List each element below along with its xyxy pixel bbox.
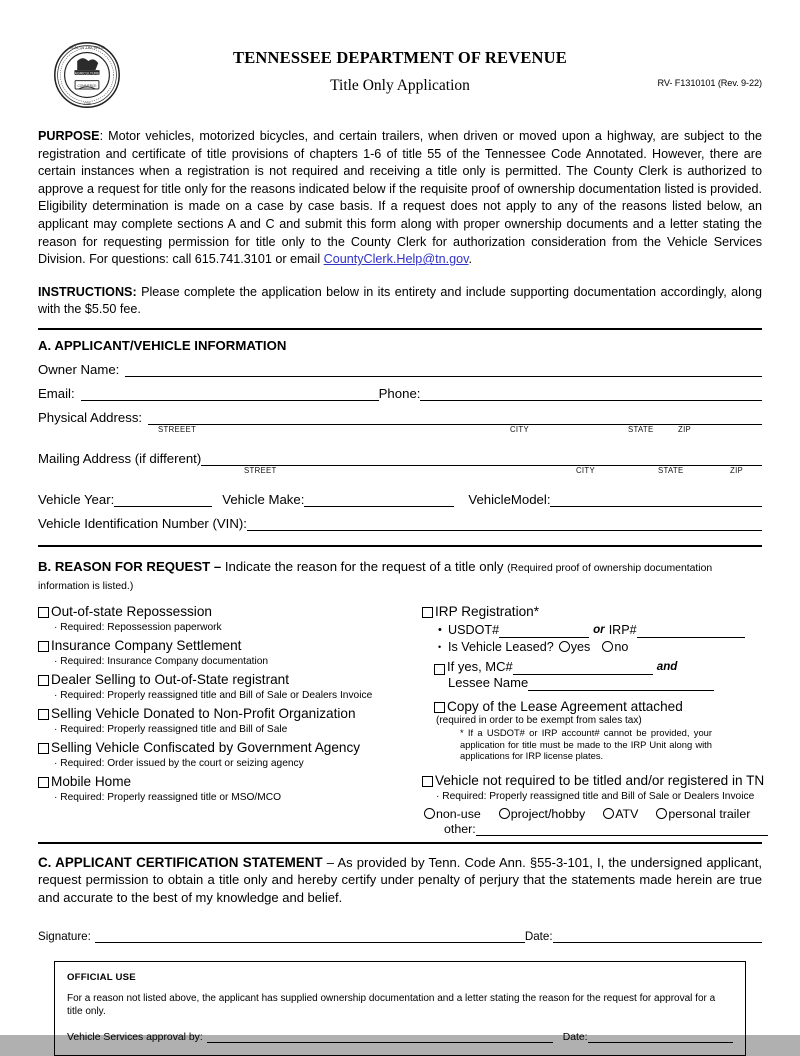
- svg-text:· 1796 ·: · 1796 ·: [81, 102, 93, 107]
- sublabel-street: STREEET: [158, 424, 197, 434]
- not-required-block: [422, 773, 768, 836]
- radio-label: non-use: [436, 806, 481, 821]
- date-label: Date:: [524, 930, 553, 944]
- vehicle-year-label: Vehicle Year:: [38, 491, 115, 507]
- physical-address-label: Physical Address:: [38, 409, 143, 425]
- owner-name-row: [38, 362, 762, 377]
- radio-non-use[interactable]: [424, 807, 481, 821]
- checkbox-icon[interactable]: [38, 743, 49, 754]
- requirement-text: · Required: Properly reassigned title and Bill of Sale: [54, 723, 288, 735]
- vehicle-model-label: VehicleModel:: [468, 491, 551, 507]
- signature-input[interactable]: [95, 930, 525, 943]
- radio-leased-no[interactable]: [590, 639, 628, 655]
- official-use-text: For a reason not listed above, the applicant has supplied ownership documentation and a letter stating the reason for the request for approval for a title only.: [67, 993, 716, 1018]
- vehicle-make-label: Vehicle Make:: [222, 491, 305, 507]
- usdot-input[interactable]: [499, 625, 589, 638]
- checkbox-icon[interactable]: [38, 777, 49, 788]
- radio-leased-yes[interactable]: [554, 639, 591, 655]
- sublabel-street: STREET: [244, 465, 277, 475]
- radio-icon[interactable]: [424, 808, 435, 819]
- mc-number-input[interactable]: [513, 662, 653, 675]
- checkbox-icon[interactable]: [422, 607, 433, 618]
- divider-above-section-b: [38, 545, 762, 547]
- mailing-address-sublabels: [38, 466, 762, 478]
- usdot-label: USDOT#: [448, 622, 500, 637]
- department-title: TENNESSEE DEPARTMENT OF REVENUE: [232, 48, 567, 67]
- if-yes-mc-label: If yes, MC#: [447, 658, 513, 674]
- revision-code: RV- F1310101 (Rev. 9-22): [657, 78, 762, 88]
- other-input[interactable]: [476, 823, 769, 836]
- lease-agreement-note: (required in order to be exempt from sales tax): [436, 714, 642, 726]
- checkbox-dealer-selling-out-of-state[interactable]: [38, 672, 414, 688]
- checkbox-donated-non-profit[interactable]: [38, 706, 414, 722]
- vehicle-year-input[interactable]: [114, 494, 212, 507]
- checkbox-label: Insurance Company Settlement: [51, 637, 242, 653]
- vehicle-make-input[interactable]: [304, 494, 454, 507]
- radio-icon[interactable]: [559, 641, 570, 652]
- section-b-left-column: [38, 604, 414, 836]
- signature-label: Signature:: [38, 930, 91, 944]
- checkbox-label: Vehicle not required to be titled and/or registered in TN: [435, 772, 765, 788]
- official-date-input[interactable]: [588, 1030, 733, 1043]
- checkbox-label: IRP Registration*: [435, 603, 540, 619]
- lessee-name-input[interactable]: [528, 678, 714, 691]
- radio-icon[interactable]: [499, 808, 510, 819]
- official-use-approval-row: [67, 1030, 733, 1043]
- phone-input[interactable]: [420, 388, 762, 401]
- radio-atv[interactable]: [603, 807, 638, 821]
- vin-input[interactable]: [247, 518, 762, 531]
- requirement-text: · Required: Properly reassigned title and Bill of Sale or Dealers Invoice: [436, 790, 755, 802]
- radio-icon[interactable]: [602, 641, 613, 652]
- tennessee-state-seal-icon: [52, 40, 122, 110]
- irp-number-input[interactable]: [637, 625, 745, 638]
- official-date-label: Date:: [562, 1032, 588, 1044]
- purpose-paragraph: [38, 128, 762, 269]
- checkbox-if-yes-mc[interactable]: [434, 664, 445, 675]
- vehicle-model-input[interactable]: [550, 494, 762, 507]
- requirement-text: · Required: Order issued by the court or seizing agency: [54, 757, 304, 769]
- radio-label: personal trailer: [668, 806, 751, 821]
- irp-bullets: [438, 622, 768, 655]
- sublabel-state: STATE: [658, 465, 684, 475]
- sublabel-zip: ZIP: [730, 465, 744, 475]
- checkbox-icon[interactable]: [422, 776, 433, 787]
- vehicle-leased-line: [438, 639, 768, 655]
- sublabel-zip: ZIP: [678, 424, 692, 434]
- irp-star-note: * If a USDOT# or IRP account# cannot be provided, your application for title must be made to the IRP Unit along with applications for IRP license plates.: [460, 727, 712, 762]
- purpose-text: : Motor vehicles, motorized bicycles, and certain trailers, when driven or moved upon a highway, are subject to the registration and certificate of title provisions of chapters 1-6 of title 55 of the Tennessee Code Annotated. However, there are certain instances when a registration is not required and receiving a title only is permitted. The County Clerk is authorized to approve a request for title only for the reasons indicated below if the requisite proof of ownership documentation listed is provided. Eligibility determination is made on a case by case basis. If a request does not apply to any of the reasons listed below, an applicant may complete sections A and C and submit this form along with proper ownership documents and a letter stating the reason for requesting permission for title only to the County Clerk for authorization consideration from the Vehicle Services Division. For questions: call 615.741.3101 or email: [38, 129, 762, 267]
- section-b-right-column: [414, 604, 768, 836]
- radio-label: ATV: [615, 806, 639, 821]
- checkbox-mobile-home[interactable]: [38, 774, 414, 790]
- section-a-heading: A. APPLICANT/VEHICLE INFORMATION: [38, 337, 287, 353]
- checkbox-icon[interactable]: [434, 702, 445, 713]
- checkbox-label: Dealer Selling to Out-of-State registrant: [51, 671, 290, 687]
- radio-icon[interactable]: [656, 808, 667, 819]
- vin-label: Vehicle Identification Number (VIN):: [38, 515, 247, 531]
- mc-number-line: [434, 659, 768, 675]
- checkbox-out-of-state-repossession[interactable]: [38, 604, 414, 620]
- physical-address-input[interactable]: [148, 412, 762, 425]
- vin-row: [38, 516, 762, 531]
- official-use-title: OFFICIAL USE: [67, 972, 136, 984]
- bullet-icon: •: [438, 623, 442, 636]
- requirement-text: · Required: Insurance Company documentation: [54, 655, 269, 667]
- section-b-note: (Required proof of ownership documentation information is listed.): [38, 562, 713, 592]
- purpose-text-end: .: [468, 252, 472, 267]
- radio-label: project/hobby: [510, 806, 586, 821]
- checkbox-icon[interactable]: [38, 709, 49, 720]
- radio-project-hobby[interactable]: [499, 807, 585, 821]
- requirement-text: · Required: Repossession paperwork: [54, 621, 222, 633]
- bullet-icon: •: [438, 641, 442, 652]
- form-header: [38, 30, 762, 122]
- usdot-line: [438, 622, 768, 638]
- section-b-title: B. REASON FOR REQUEST –: [38, 558, 222, 574]
- checkbox-icon[interactable]: [38, 607, 49, 618]
- vehicle-leased-question: Is Vehicle Leased?: [448, 639, 554, 654]
- divider-above-section-c: [38, 842, 762, 844]
- irp-number-label: IRP#: [608, 622, 637, 637]
- date-input[interactable]: [553, 930, 762, 943]
- checkbox-confiscated-government-agency[interactable]: [38, 740, 414, 756]
- countyclerk-help-email-link[interactable]: CountyClerk.Help@tn.gov: [323, 252, 469, 267]
- form-title: Title Only Application: [330, 77, 470, 94]
- official-use-box: [54, 961, 746, 1056]
- purpose-label: PURPOSE: [38, 129, 100, 143]
- svg-text:COMMERCE: COMMERCE: [77, 83, 97, 88]
- owner-name-label: Owner Name:: [38, 361, 120, 377]
- mailing-address-input[interactable]: [201, 453, 762, 466]
- email-phone-row: [38, 386, 762, 401]
- checkbox-icon[interactable]: [38, 641, 49, 652]
- physical-address-sublabels: [38, 425, 762, 437]
- svg-text:SEAL OF THE STATE: SEAL OF THE STATE: [69, 46, 105, 51]
- checkbox-insurance-company-settlement[interactable]: [38, 638, 414, 654]
- checkbox-label: Out-of-state Repossession: [51, 603, 212, 619]
- section-b-subtitle: Indicate the reason for the request of a title only: [221, 558, 508, 574]
- checkbox-label: Selling Vehicle Donated to Non-Profit Organization: [51, 705, 356, 721]
- requirement-text: · Required: Properly reassigned title and Bill of Sale or Dealers Invoice: [54, 689, 373, 701]
- email-input[interactable]: [81, 388, 379, 401]
- mc-number-block: [434, 659, 768, 691]
- section-c-heading: [38, 854, 762, 906]
- signature-row: [38, 930, 762, 943]
- radio-label: no: [614, 639, 629, 654]
- checkbox-irp-registration[interactable]: [422, 604, 768, 620]
- requirement-text: · Required: Properly reassigned title or MSO/MCO: [54, 791, 282, 803]
- checkbox-label: Mobile Home: [51, 773, 132, 789]
- checkbox-label: Selling Vehicle Confiscated by Government Agency: [51, 739, 361, 755]
- instructions-text: Please complete the application below in its entirety and include supporting documentation accordingly, along with the $5.50 fee.: [38, 284, 762, 317]
- mailing-address-row: [38, 451, 762, 466]
- mailing-address-label: Mailing Address (if different): [38, 450, 202, 466]
- divider-above-section-a: [38, 328, 762, 330]
- other-label: other:: [444, 821, 476, 836]
- lessee-name-label: Lessee Name: [448, 674, 529, 690]
- instructions-paragraph: [38, 284, 762, 319]
- phone-label: Phone:: [378, 385, 421, 401]
- section-b-columns: [38, 603, 765, 836]
- physical-address-row: [38, 410, 762, 425]
- checkbox-label: Copy of the Lease Agreement attached: [447, 698, 683, 714]
- sublabel-city: CITY: [510, 424, 529, 434]
- svg-text:AGRICULTURE: AGRICULTURE: [74, 71, 100, 76]
- section-c-title: C. APPLICANT CERTIFICATION STATEMENT: [38, 854, 323, 870]
- sublabel-state: STATE: [628, 424, 654, 434]
- section-b-heading: [38, 559, 762, 595]
- and-label: and: [656, 659, 678, 673]
- instructions-label: INSTRUCTIONS:: [38, 284, 137, 299]
- sublabel-city: CITY: [576, 465, 595, 475]
- or-label: or: [593, 622, 605, 636]
- lessee-name-line: [448, 675, 768, 691]
- radio-personal-trailer[interactable]: [656, 807, 750, 821]
- checkbox-icon[interactable]: [38, 675, 49, 686]
- approval-label: Vehicle Services approval by:: [67, 1032, 203, 1044]
- not-required-options: [424, 807, 768, 821]
- radio-label: yes: [570, 639, 591, 654]
- approval-input[interactable]: [207, 1030, 553, 1043]
- radio-icon[interactable]: [603, 808, 614, 819]
- vehicle-row: [38, 492, 762, 507]
- section-c-text: – As provided by Tenn. Code Ann. §55-3-101, I, the undersigned applicant, request permission to obtain a title only and hereby certify under penalty of perjury that the statements made herein are true and accurate to the best of my knowledge and belief.: [38, 854, 762, 905]
- checkbox-lease-agreement-attached[interactable]: [434, 699, 768, 715]
- owner-name-input[interactable]: [125, 364, 762, 377]
- other-row: [444, 822, 768, 836]
- checkbox-vehicle-not-required[interactable]: [422, 773, 768, 789]
- email-label: Email:: [38, 385, 75, 401]
